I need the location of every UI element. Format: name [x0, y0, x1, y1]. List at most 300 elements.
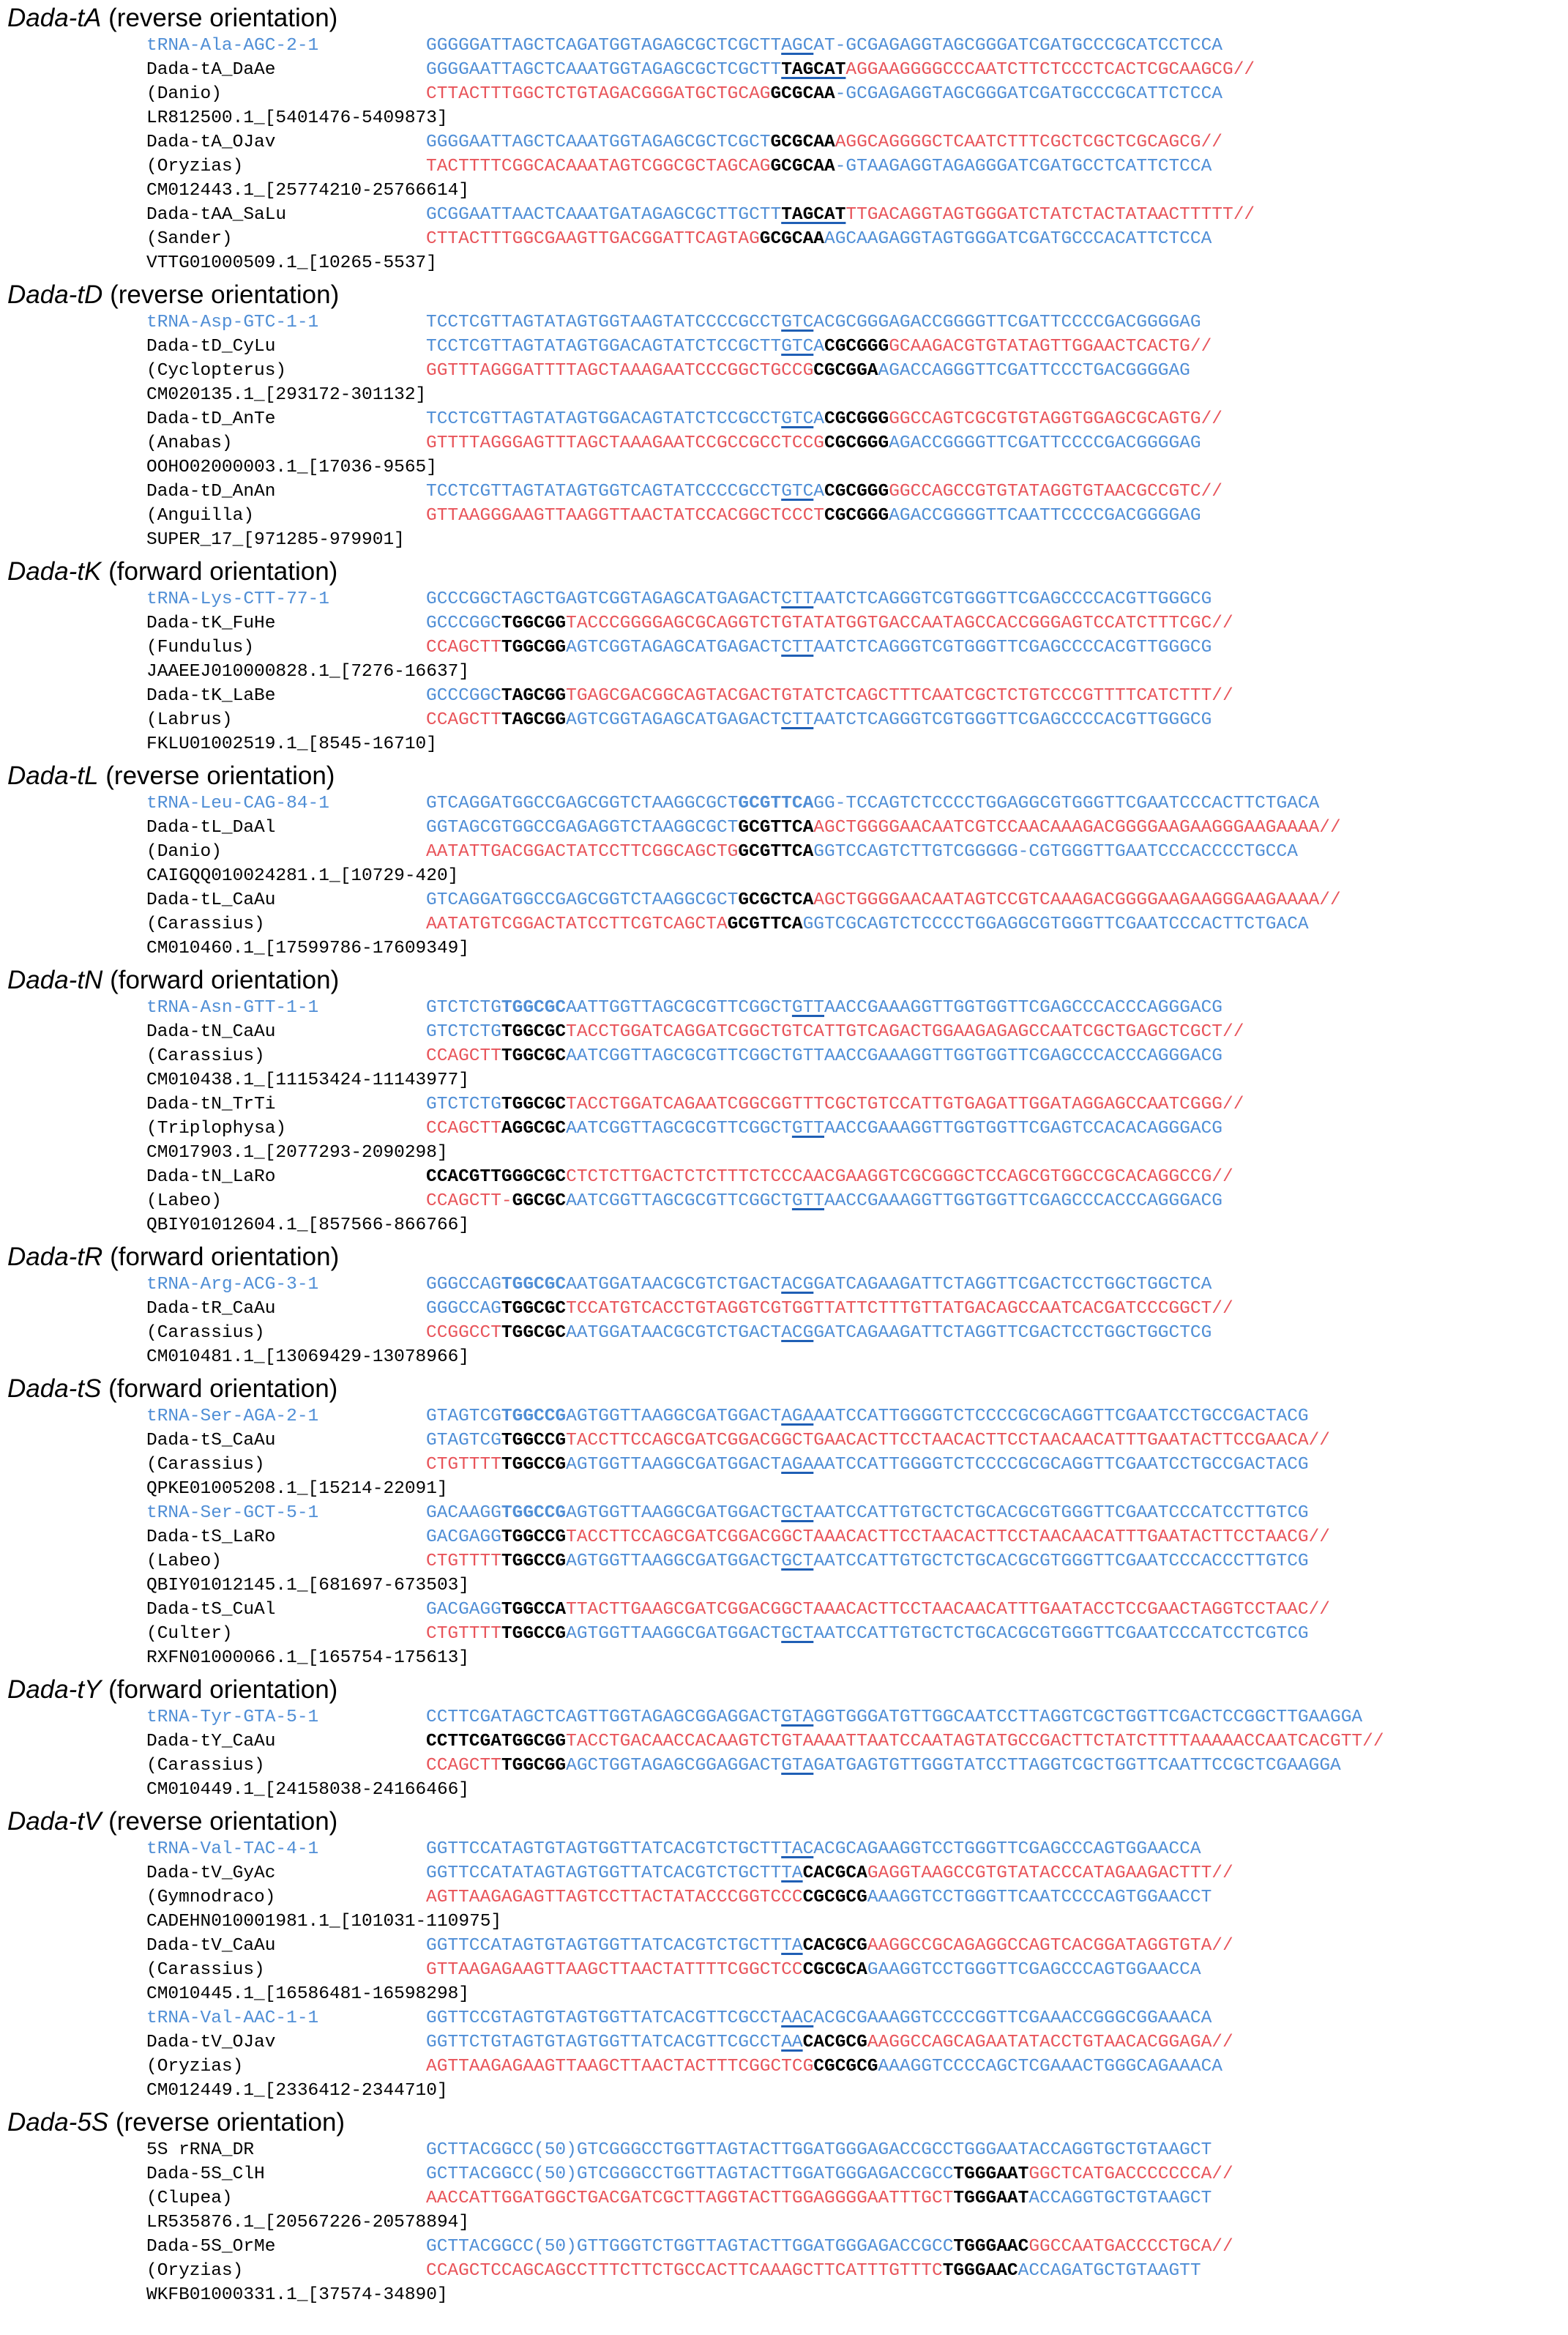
sequence-segment: TGGGAAC — [953, 2237, 1029, 2257]
sequence-segment: GAAGGTCCTGGGTTCGAGCCCAGTGGAACCA — [867, 1960, 1201, 1980]
sequence-segment: CCACGTT — [426, 1167, 501, 1187]
sequence-segment: AGACCGGGGTTCAATTCCCCGACGGGGAG — [889, 506, 1201, 526]
sequence-segment: GTTAAGAGAAGTTAAGCTTAACTATTTTCGGCTCC — [426, 1960, 803, 1980]
sequence-segment: TCCTCGTTAGTATAGTGGACAGTATCTCCGCTT — [426, 337, 782, 357]
sequence-segment: CCAGCTT — [426, 638, 501, 658]
sequence-segment: AGA — [781, 1407, 814, 1426]
sequence-segment: A — [813, 337, 824, 357]
sequence-segment: GTT — [791, 998, 825, 1018]
sequence-segment: GCGTTCA — [727, 915, 803, 934]
sequence-segment: CGCGCG — [802, 1888, 867, 1907]
sequence-segment: CTT — [781, 710, 814, 730]
sequence — [426, 912, 1309, 936]
sequence-segment: AAAGGTCCCCAGCTCGAAACTGGGCAGAAACA — [878, 2057, 1222, 2077]
sequence-segment: GGTCGCAGTCTCCCCTGGAGGCGTGGGTTCGAATCCCACTTCTGACA — [802, 915, 1309, 934]
sequence-segment: TTACTTGAAGCGATCGGACGGCTAAACACTTCCTAACAACATTTGAATACCTCCGAACTAGGTCCTAAC// — [566, 1600, 1331, 1620]
sequence-label: Dada-tL_DaAl — [146, 818, 276, 838]
sequence-segment: GTC — [781, 313, 814, 332]
sequence — [426, 154, 1212, 179]
sequence-segment: TGGCGC — [501, 1299, 567, 1319]
section-heading — [7, 558, 337, 586]
sequence-label: tRNA-Val-TAC-4-1 — [146, 1839, 319, 1859]
sequence-label: (Triplophysa) — [146, 1119, 287, 1139]
sequence-label: (Labeo) — [146, 1552, 222, 1571]
sequence — [426, 359, 1190, 383]
sequence-label: Dada-tA_OJav — [146, 133, 276, 152]
sequence-segment: TGGCGC — [501, 1046, 567, 1066]
sequence-segment: CCTTCGATAGCTCAGTTGGTAGAGCGGAGGACT — [426, 1708, 782, 1727]
sequence — [426, 227, 1212, 251]
sequence-segment: GGCGC — [512, 1191, 567, 1211]
sequence — [426, 1861, 1233, 1885]
sequence — [426, 34, 1222, 58]
sequence-segment: CCGGCCT — [426, 1323, 501, 1343]
sequence-segment: TGGCCG — [501, 1407, 567, 1426]
sequence-label: LR812500.1_[5401476-5409873] — [146, 108, 448, 128]
sequence-segment: GGTCCAGTCTTGTCGGGGG-CGTGGGTTGAATCCCACCCCTGCCA — [813, 842, 1298, 862]
sequence-segment: AGACCGGGGTTCGATTCCCCGACGGGGAG — [889, 433, 1201, 453]
sequence-segment: GGTTTAGGGATTTTAGCTAAAGAATCCCGGCTGCCG — [426, 361, 814, 381]
sequence-segment: -GTAAGAGGTAGAGGGATCGATGCCTCATTCTCCA — [835, 157, 1212, 176]
sequence-segment: TACCCGGGGAGCGCAGGTCTGTATATGGTGACCAATAGCCACCGGGAGTCCATCTTTCGC// — [566, 614, 1233, 633]
sequence-segment: TGGGAAT — [953, 2164, 1029, 2184]
sequence-segment: AGTCGGTAGAGCATGAGACT — [566, 638, 782, 658]
sequence-label: Dada-tR_CaAu — [146, 1299, 276, 1319]
sequence-label: CM017903.1_[2077293-2090298] — [146, 1143, 448, 1163]
sequence-segment: TCCATGTCACCTGTAGGTCGTGGTTATTCTTTGTTATGACAGCCAATCACGATCCCGGCT// — [566, 1299, 1233, 1319]
sequence-label: RXFN01000066.1_[165754-175613] — [146, 1648, 470, 1668]
sequence-segment: CTCTCTTGACTCTCTTTCTCCCAACGAAGGTCGCGGGCTCCAGCGTGGCCGCACAGGCCG// — [566, 1167, 1233, 1187]
sequence-label: tRNA-Lys-CTT-77-1 — [146, 589, 329, 609]
sequence-segment: TAGCAT — [781, 205, 846, 225]
sequence-segment: TCCTCGTTAGTATAGTGGTAAGTATCCCCGCCT — [426, 313, 782, 332]
sequence-segment: CACGCG — [802, 2033, 867, 2052]
sequence-segment: AGACCAGGGTTCGATTCCCTGACGGGGAG — [878, 361, 1190, 381]
sequence-segment: GTTAAGGGAAGTTAAGGTTAACTATCCACGGCTCCCT — [426, 506, 824, 526]
sequence — [426, 1958, 1201, 1982]
sequence-label: (Carassius) — [146, 1756, 265, 1776]
sequence-segment: AACCATTGGATGGCTGACGATCGCTTAGGTACTTGGAGGGGAATTTGCT — [426, 2189, 954, 2208]
sequence-segment: GCGCAA — [770, 133, 835, 152]
sequence-segment: TACCTGGATCAGGATCGGCTGTCATTGTCAGACTGGAAGAGAGCCAATCGCTGAGCTCGCT// — [566, 1022, 1244, 1042]
sequence-segment: GCT — [781, 1624, 814, 1644]
sequence-label: Dada-tD_AnAn — [146, 482, 276, 502]
sequence-segment: AAGGCCGCAGAGGCCAGTCACGGATAGGTGTA// — [867, 1936, 1233, 1956]
sequence-segment: TGGCGC — [501, 1095, 567, 1114]
sequence-segment: GCCCGGCTAGCTGAGTCGGTAGAGCATGAGACT — [426, 589, 782, 609]
element-name: Dada-tN — [7, 966, 103, 994]
sequence-segment: GGTGGGATGTTGGCAATCCTTAGGTCGCTGGTTCGACTCCGGCTTGAAGGA — [813, 1708, 1363, 1727]
sequence-segment: GGTTCCATAGTGTAGTGGTTATCACGTCTGCTT — [426, 1936, 782, 1956]
sequence-label: LR535876.1_[20567226-20578894] — [146, 2213, 470, 2232]
sequence — [426, 130, 1222, 154]
sequence-segment: AGCTGGTAGAGCGGAGGACT — [566, 1756, 782, 1776]
sequence-label: tRNA-Ser-GCT-5-1 — [146, 1503, 319, 1523]
section-heading — [7, 1243, 339, 1271]
element-name: Dada-tS — [7, 1374, 102, 1403]
sequence-segment: TAGCGG — [501, 710, 567, 730]
sequence-segment: AGTTAAGAGAAGTTAAGCTTAACTACTTTCGGCTCG — [426, 2057, 814, 2077]
sequence — [426, 611, 1233, 636]
sequence — [426, 2162, 1233, 2186]
sequence-segment: CTGTTTT — [426, 1624, 501, 1644]
sequence-segment: CTTACTTTGGCTCTGTAGACGGGATGCTGCAG — [426, 84, 771, 104]
sequence-segment: GGTTCCATATAGTAGTGGTTATCACGTCTGCTT — [426, 1863, 782, 1883]
sequence-segment: AGGCAGGGGCTCAATCTTTCGCTCGCTCGCAGCG// — [835, 133, 1222, 152]
sequence-segment: CCTTCGA — [426, 1732, 501, 1751]
sequence — [426, 792, 1319, 816]
sequence-segment: AATCGGTTAGCGCGTTCGGCT — [566, 1119, 792, 1139]
sequence-label: Dada-tV_OJav — [146, 2033, 276, 2052]
sequence-label: (Oryzias) — [146, 2261, 244, 2281]
sequence-segment: GTC — [781, 482, 814, 502]
sequence-segment: AATCTCAGGGTCGTGGGTTCGAGCCCCACGTTGGGCG — [813, 638, 1212, 658]
sequence-segment: TACCTTCCAGCGATCGGACGGCTGAACACTTCCTAACACTTCCTAACAACATTTGAATACTTCCGAACA// — [566, 1431, 1331, 1450]
sequence — [426, 82, 1222, 106]
sequence-segment: TGGCGG — [501, 638, 567, 658]
sequence-label: Dada-tK_FuHe — [146, 614, 276, 633]
sequence-label: (Danio) — [146, 84, 222, 104]
sequence-label: (Oryzias) — [146, 157, 244, 176]
sequence-segment: AAAGGTCCTGGGTTCAATCCCCAGTGGAACCT — [867, 1888, 1212, 1907]
sequence-segment: AAGGCCAGCAGAATATACCTGTAACACGGAGA// — [867, 2033, 1233, 2052]
sequence-segment: ACG — [781, 1323, 814, 1343]
sequence-label: Dada-tK_LaBe — [146, 686, 276, 706]
sequence-segment: GATCAGAAGATTCTAGGTTCGACTCCTGGCTGGCTCG — [813, 1323, 1212, 1343]
sequence-segment: TGGCCG — [501, 1431, 567, 1450]
sequence-segment: TACTTTTCGGCACAAATAGTCGGCGCTAGCAG — [426, 157, 771, 176]
sequence — [426, 684, 1233, 708]
sequence-segment: AGGAAGGGGCCCAATCTTCTCCCTCACTCGCAAGCG// — [845, 60, 1255, 80]
sequence-segment: GCGCAA — [770, 84, 835, 104]
section-heading — [7, 762, 335, 790]
sequence-segment: TACCTGGATCAGAATCGGCGGTTTCGCTGTCCATTGTGAGATTGGATAGGAGCCAATCGGG// — [566, 1095, 1244, 1114]
sequence-segment: A — [813, 482, 824, 502]
sequence — [426, 203, 1255, 227]
sequence-segment: GGGGAATTAGCTCAAATGGTAGAGCGCTCGCT — [426, 133, 771, 152]
sequence-segment: CCAGCTCCAGCAGCCTTTCTTCTGCCACTTCAAAGCTTCATTTGTTTC — [426, 2261, 943, 2281]
sequence-label: VTTG01000509.1_[10265-5537] — [146, 253, 437, 273]
sequence — [426, 58, 1255, 82]
sequence-segment: GGTTCTGTAGTGTAGTGGTTATCACGTTCGCCT — [426, 2033, 782, 2052]
sequence-segment: AATCCATTGTGCTCTGCACGCGTGGGTTCGAATCCCACCCTTGTCG — [813, 1552, 1309, 1571]
sequence-segment: GCGCAA — [770, 157, 835, 176]
sequence-segment: TGGCCG — [501, 1552, 567, 1571]
sequence-segment: AT-GCGAGAGGTAGCGGGATCGATGCCCGCATCCTCCA — [813, 36, 1222, 56]
sequence-segment: GCGGAATTAACTCAAATGATAGAGCGCTTGCTT — [426, 205, 782, 225]
sequence-label: Dada-tA_DaAe — [146, 60, 276, 80]
sequence-segment: GCTTACGGCC(50)GTCGGGCCTGGTTAGTACTTGGATGGGAGACCGCC — [426, 2164, 954, 2184]
sequence-label: CM010449.1_[24158038-24166466] — [146, 1780, 470, 1800]
sequence-segment: TGGCCG — [501, 1503, 567, 1523]
sequence-segment: AA — [781, 2033, 803, 2052]
sequence-segment: AATCCATTGTGCTCTGCACGCGTGGGTTCGAATCCCATCCTTGTCG — [813, 1503, 1309, 1523]
sequence-segment: TGGGAAT — [953, 2189, 1029, 2208]
sequence-segment: GCGCTCA — [738, 890, 814, 910]
sequence-segment: AGCAAGAGGTAGTGGGATCGATGCCCACATTCTCCA — [824, 229, 1212, 249]
section-heading — [7, 4, 337, 32]
sequence-segment: GACGAGG — [426, 1527, 501, 1547]
sequence-segment: GGGGAATTAGCTCAAATGGTAGAGCGCTCGCTT — [426, 60, 782, 80]
sequence-label: Dada-5S_OrMe — [146, 2237, 276, 2257]
sequence — [426, 1729, 1384, 1754]
sequence-label: Dada-tAA_SaLu — [146, 205, 287, 225]
sequence-segment: CGCGGG — [824, 506, 889, 526]
orientation-label: (reverse orientation) — [105, 761, 335, 790]
sequence-segment: AAC — [781, 2008, 814, 2028]
sequence-segment: CCAGCTT — [426, 1756, 501, 1776]
sequence-segment: TGGGAAC — [942, 2261, 1018, 2281]
sequence-segment: GGCTCATGACCCCCCCA// — [1028, 2164, 1233, 2184]
sequence-segment: GGTTCCGTAGTGTAGTGGTTATCACGTTCGCCT — [426, 2008, 782, 2028]
sequence-label: Dada-tD_CyLu — [146, 337, 276, 357]
sequence-label: Dada-tN_LaRo — [146, 1167, 276, 1187]
sequence-label: tRNA-Ala-AGC-2-1 — [146, 36, 319, 56]
sequence-segment: AACCGAAAGGTTGGTGGTTCGAGCCCACCCAGGGACG — [824, 998, 1223, 1018]
element-name: Dada-5S — [7, 2108, 109, 2137]
sequence-segment: AATCGGTTAGCGCGTTCGGCT — [566, 1191, 792, 1211]
sequence-segment: TCCTCGTTAGTATAGTGGACAGTATCTCCGCCT — [426, 409, 782, 429]
sequence-segment: GCTTACGGCC(50)GTTGGGTCTGGTTAGTACTTGGATGGGAGACCGCC — [426, 2237, 954, 2257]
sequence-segment: GGGCCAG — [426, 1299, 501, 1319]
sequence-segment: CGCGGG — [824, 409, 889, 429]
sequence-label: CAIGQQ010024281.1_[10729-420] — [146, 866, 459, 886]
orientation-label: (reverse orientation) — [108, 1807, 338, 1836]
sequence-segment: GACAAGG — [426, 1503, 501, 1523]
sequence-label: Dada-tL_CaAu — [146, 890, 276, 910]
sequence-label: Dada-tN_TrTi — [146, 1095, 276, 1114]
sequence-label: (Carassius) — [146, 1960, 265, 1980]
sequence-segment: AGGCGC — [501, 1119, 567, 1139]
sequence-segment: GTC — [781, 409, 814, 429]
sequence-label: CM010460.1_[17599786-17609349] — [146, 939, 470, 958]
sequence-segment: GCGTTCA — [738, 818, 814, 838]
sequence-segment: CGCGGA — [813, 361, 878, 381]
sequence-label: QBIY01012604.1_[857566-866766] — [146, 1215, 470, 1235]
sequence-segment: TGGCGG — [501, 614, 567, 633]
sequence — [426, 2138, 1212, 2162]
sequence-segment: AGTGGTTAAGGCGATGGACT — [566, 1455, 782, 1475]
sequence — [426, 996, 1222, 1020]
sequence-segment: GATGAGTGTTGGGTATCCTTAGGTCGCTGGTTCAATTCCGCTCGAAGGA — [813, 1756, 1341, 1776]
orientation-label: (reverse orientation) — [108, 4, 338, 32]
sequence-label: FKLU01002519.1_[8545-16710] — [146, 734, 437, 754]
sequence-label: CM010445.1_[16586481-16598298] — [146, 1984, 470, 2004]
sequence-label: (Carassius) — [146, 1455, 265, 1475]
sequence-segment: AGCTGGGGAACAATCGTCCAACAAAGACGGGGAAGAAGGGAAGAAAA// — [813, 818, 1341, 838]
sequence-segment: GAGGTAAGCCGTGTATACCCATAGAAGACTTT// — [867, 1863, 1233, 1883]
sequence-label: (Sander) — [146, 229, 233, 249]
sequence-label: CADEHN010001981.1_[101031-110975] — [146, 1912, 502, 1932]
sequence-segment: GGCCAGTCGCGTGTAGGTGGAGCGCAGTG// — [889, 409, 1222, 429]
sequence-segment: GTT — [791, 1119, 825, 1139]
sequence-segment: AATGGATAACGCGTCTGACT — [566, 1275, 782, 1295]
sequence — [426, 2259, 1201, 2283]
sequence-segment: AATCTCAGGGTCGTGGGTTCGAGCCCCACGTTGGGCG — [813, 589, 1212, 609]
sequence-segment: CGCGCA — [802, 1960, 867, 1980]
sequence-segment: GCT — [781, 1503, 814, 1523]
sequence-label: Dada-tY_CaAu — [146, 1732, 276, 1751]
sequence-segment: A — [813, 409, 824, 429]
sequence-segment: AATCGGTTAGCGCGTTCGGCTGTTAACCGAAAGGTTGGTGGTTCGAGCCCACCCAGGGACG — [566, 1046, 1222, 1066]
sequence-label: tRNA-Ser-AGA-2-1 — [146, 1407, 319, 1426]
sequence-segment: AGTGGTTAAGGCGATGGACT — [566, 1407, 782, 1426]
sequence-segment: TGGCCG — [501, 1624, 567, 1644]
sequence-label: JAAEEJ010000828.1_[7276-16637] — [146, 662, 470, 682]
sequence-label: (Carassius) — [146, 1323, 265, 1343]
sequence-label: (Culter) — [146, 1624, 233, 1644]
sequence-segment: GTCTCTG — [426, 1095, 501, 1114]
element-name: Dada-tR — [7, 1243, 103, 1271]
sequence-label: Dada-tD_AnTe — [146, 409, 276, 429]
sequence — [426, 1321, 1212, 1345]
sequence-segment: GGGCGC — [501, 1167, 567, 1187]
sequence — [426, 2235, 1233, 2259]
sequence-label: Dada-tN_CaAu — [146, 1022, 276, 1042]
sequence-segment: CGCGCG — [813, 2057, 878, 2077]
element-name: Dada-tK — [7, 557, 102, 586]
sequence-segment: TAGCGG — [501, 686, 567, 706]
sequence-label: tRNA-Tyr-GTA-5-1 — [146, 1708, 319, 1727]
sequence-label: Dada-tV_GyAc — [146, 1863, 276, 1883]
sequence-segment: GCTTACGGCC(50)GTCGGGCCTGGTTAGTACTTGGATGGGAGACCGCCTGGGAATACCAGGTGCTGTAAGCT — [426, 2140, 1212, 2160]
sequence-segment: CTGTTTT — [426, 1455, 501, 1475]
sequence — [426, 1297, 1233, 1321]
sequence-segment: CTT — [781, 589, 814, 609]
sequence-segment: TGGCGG — [501, 1732, 567, 1751]
sequence-segment: AATCCATTGGGGTCTCCCCGCGCAGGTTCGAATCCTGCCGACTACG — [813, 1407, 1309, 1426]
sequence-segment: GATCAGAAGATTCTAGGTTCGACTCCTGGCTGGCTCA — [813, 1275, 1212, 1295]
sequence-label: (Cyclopterus) — [146, 361, 287, 381]
sequence-label: WKFB01000331.1_[37574-34890] — [146, 2285, 448, 2305]
sequence — [426, 480, 1222, 504]
sequence-label: (Fundulus) — [146, 638, 255, 658]
sequence — [426, 888, 1341, 912]
sequence-label: CM010438.1_[11153424-11143977] — [146, 1070, 470, 1090]
sequence-segment: GTCAGGATGGCCGAGCGGTCTAAGGCGCT — [426, 890, 739, 910]
sequence-segment: GCGTTCA — [738, 794, 814, 813]
element-name: Dada-tL — [7, 761, 99, 790]
sequence-segment: TGGCGC — [501, 1323, 567, 1343]
sequence-label: (Danio) — [146, 842, 222, 862]
sequence-segment: GCGCAA — [759, 229, 824, 249]
sequence-label: SUPER_17_[971285-979901] — [146, 530, 405, 550]
sequence — [426, 1705, 1362, 1729]
sequence — [426, 1273, 1212, 1297]
sequence — [426, 2030, 1233, 2055]
sequence-segment: CACGCA — [802, 1863, 867, 1883]
sequence-segment: GTA — [781, 1756, 814, 1776]
sequence-segment: CCAGCTT — [426, 1119, 501, 1139]
sequence-segment: GG-TCCAGTCTCCCCTGGAGGCGTGGGTTCGAATCCCACTTCTGACA — [813, 794, 1320, 813]
sequence-segment: GGGCCAG — [426, 1275, 501, 1295]
sequence-segment: TACCTGACAACCACAAGTCTGTAAAATTAATCCAATAGTATGCCGACTTCTATCTTTTAAAAACCAATCACGTT// — [566, 1732, 1384, 1751]
section-heading — [7, 1375, 337, 1403]
sequence-label: QPKE01005208.1_[15214-22091] — [146, 1479, 448, 1499]
sequence-segment: CGCGGG — [824, 482, 889, 502]
sequence-segment: AGTTAAGAGAGTTAGTCCTTACTATACCCGGTCCC — [426, 1888, 803, 1907]
sequence — [426, 1501, 1309, 1525]
sequence-segment: ACGCGAAAGGTCCCCGGTTCGAAACCGGGCGGAAACA — [813, 2008, 1212, 2028]
sequence-label: CM010481.1_[13069429-13078966] — [146, 1347, 470, 1367]
sequence-segment: CGCGGG — [824, 433, 889, 453]
sequence — [426, 1934, 1233, 1958]
sequence-segment: GGTTCCATAGTGTAGTGGTTATCACGTCTGCTT — [426, 1839, 782, 1859]
sequence-segment: CACGCG — [802, 1936, 867, 1956]
sequence — [426, 2006, 1212, 2030]
orientation-label: (forward orientation) — [108, 557, 338, 586]
sequence-label: tRNA-Asn-GTT-1-1 — [146, 998, 319, 1018]
sequence — [426, 2055, 1222, 2079]
sequence-label: tRNA-Leu-CAG-84-1 — [146, 794, 329, 813]
sequence-segment: TGAGCGACGGCAGTACGACTGTATCTCAGCTTTCAATCGCTCTGTCCCGTTTTCATCTTT// — [566, 686, 1233, 706]
sequence-segment: TAC — [781, 1839, 814, 1859]
section-heading — [7, 1808, 337, 1836]
sequence-segment: ACG — [781, 1275, 814, 1295]
sequence-segment: AGTGGTTAAGGCGATGGACT — [566, 1624, 782, 1644]
sequence — [426, 1189, 1222, 1213]
sequence-segment: CTT — [781, 638, 814, 658]
sequence — [426, 636, 1212, 660]
sequence — [426, 816, 1341, 840]
sequence-segment: AATGGATAACGCGTCTGACT — [566, 1323, 782, 1343]
sequence-segment: GTTTTAGGGAGTTTAGCTAAAGAATCCGCCGCCTCCG — [426, 433, 824, 453]
sequence — [426, 587, 1212, 611]
sequence-segment: CCAGCTT- — [426, 1191, 512, 1211]
sequence-label: CM020135.1_[293172-301132] — [146, 385, 427, 405]
sequence-label: tRNA-Val-AAC-1-1 — [146, 2008, 319, 2028]
sequence-segment: CTGTTTT — [426, 1552, 501, 1571]
orientation-label: (forward orientation) — [108, 1675, 338, 1704]
sequence-label: 5S rRNA_DR — [146, 2140, 255, 2160]
sequence — [426, 1044, 1222, 1068]
sequence-label: Dada-5S_ClH — [146, 2164, 265, 2184]
sequence-segment: TGGCCA — [501, 1600, 567, 1620]
sequence-segment: GACGAGG — [426, 1600, 501, 1620]
sequence-segment: GCCCGGC — [426, 614, 501, 633]
sequence-segment: AACCGAAAGGTTGGTGGTTCGAGCCCACCCAGGGACG — [824, 1191, 1223, 1211]
sequence-label: Dada-tS_LaRo — [146, 1527, 276, 1547]
sequence-segment: CGCGGG — [824, 337, 889, 357]
section-heading — [7, 1676, 337, 1704]
sequence-label: QBIY01012145.1_[681697-673503] — [146, 1576, 470, 1595]
sequence-label: (Anabas) — [146, 433, 233, 453]
sequence-segment: GTAGTCG — [426, 1431, 501, 1450]
sequence — [426, 1429, 1330, 1453]
sequence-label: Dada-tS_CuAl — [146, 1600, 276, 1620]
sequence-segment: GTCAGGATGGCCGAGCGGTCTAAGGCGCT — [426, 794, 739, 813]
sequence-segment: TGGCGG — [501, 1756, 567, 1776]
sequence-segment: TA — [781, 1863, 803, 1883]
sequence — [426, 504, 1201, 528]
element-name: Dada-tA — [7, 4, 102, 32]
sequence-segment: TTGACAGGTAGTGGGATCTATCTACTATAACTTTTT// — [845, 205, 1255, 225]
sequence-label: tRNA-Asp-GTC-1-1 — [146, 313, 319, 332]
sequence — [426, 1549, 1309, 1574]
sequence-segment: GGCCAGCCGTGTATAGGTGTAACGCCGTC// — [889, 482, 1222, 502]
sequence — [426, 310, 1201, 335]
sequence — [426, 1020, 1244, 1044]
sequence-segment: GTAGTCG — [426, 1407, 501, 1426]
sequence-label: (Oryzias) — [146, 2057, 244, 2077]
sequence-segment: AATCCATTGGGGTCTCCCCGCGCAGGTTCGAATCCTGCCGACTACG — [813, 1455, 1309, 1475]
sequence-segment: AGCTGGGGAACAATAGTCCGTCAAAGACGGGGAAGAAGGGAAGAAAA// — [813, 890, 1341, 910]
sequence-label: (Gymnodraco) — [146, 1888, 276, 1907]
sequence — [426, 407, 1222, 431]
orientation-label: (forward orientation) — [110, 1243, 340, 1271]
sequence-segment: AATTGGTTAGCGCGTTCGGCT — [566, 998, 792, 1018]
sequence-label: tRNA-Arg-ACG-3-1 — [146, 1275, 319, 1295]
